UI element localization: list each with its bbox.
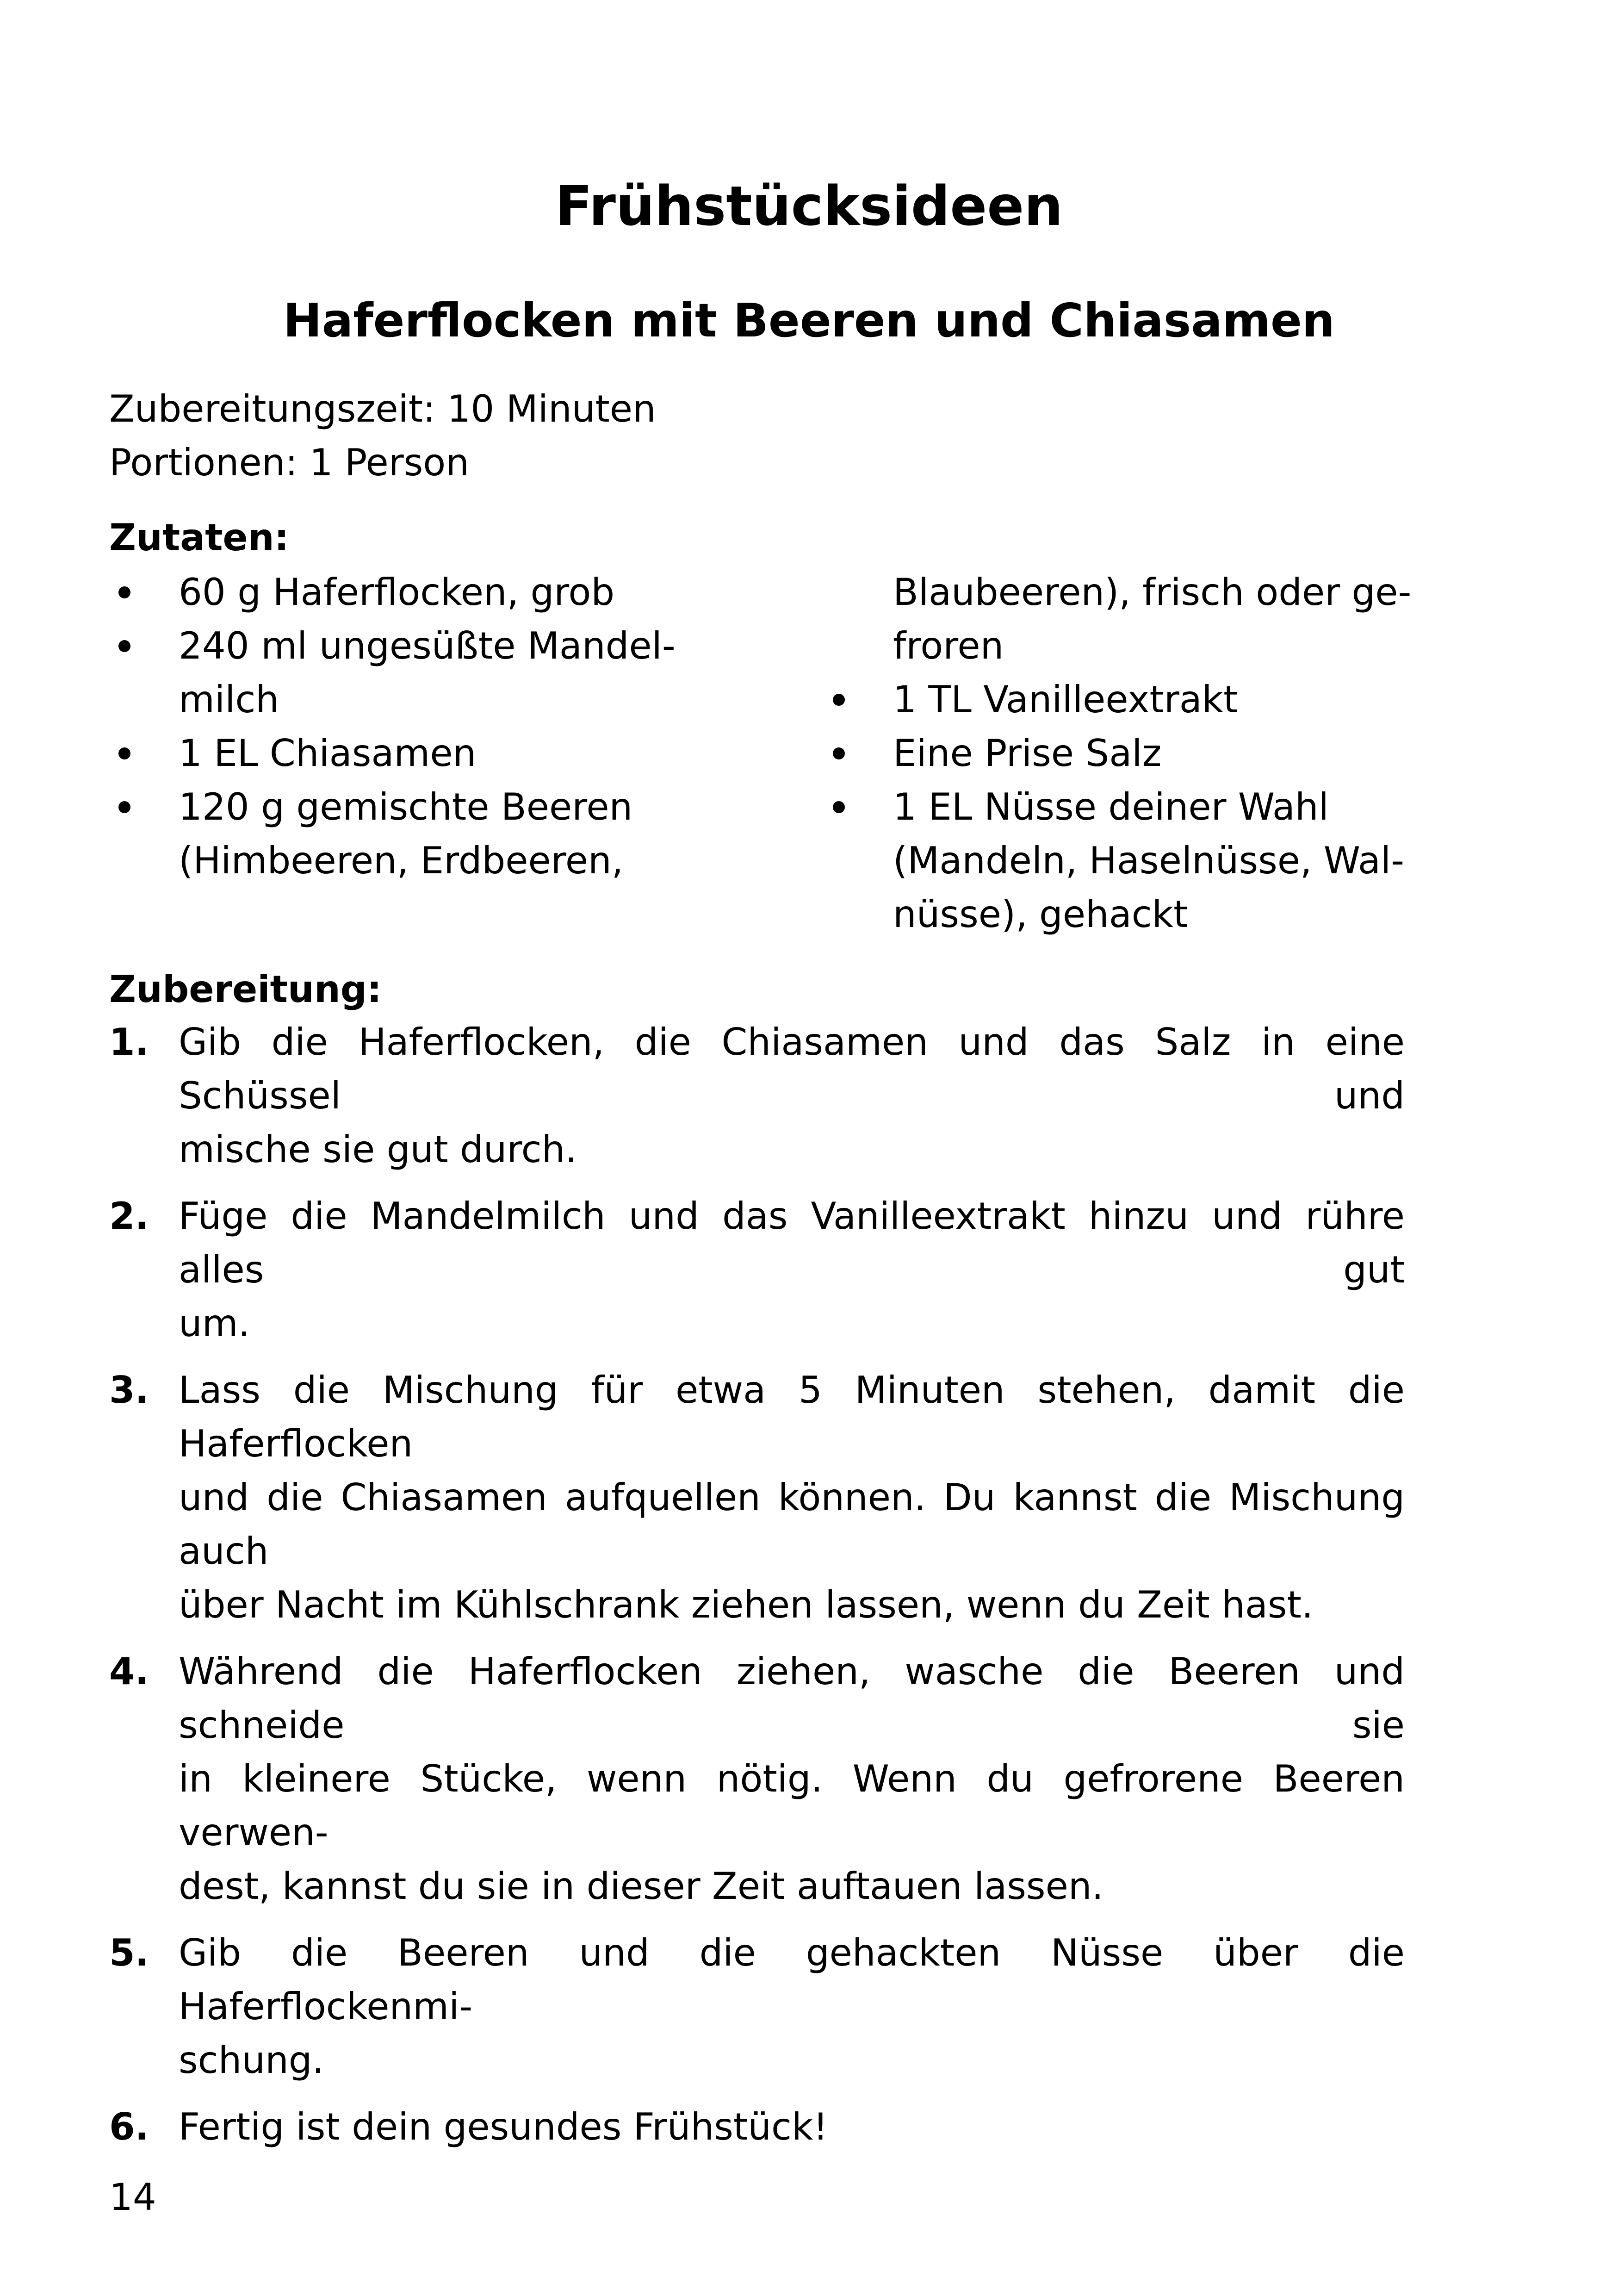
step-line: über Nacht im Kühlschrank ziehen lassen, wenn du Zeit hast. (179, 1583, 1314, 1626)
step-item (109, 2100, 1405, 2154)
ingredient-line: 240 ml ungesüßte Mandel- (179, 624, 676, 667)
ingredient-item (109, 727, 711, 780)
ingredient-line: froren (893, 624, 1004, 667)
ingredient-line: (Mandeln, Haselnüsse, Wal- (893, 839, 1404, 882)
ingredient-line: milch (179, 678, 279, 721)
ingredient-item (109, 566, 711, 619)
step-line: um. (179, 1302, 250, 1345)
ingredient-item (109, 619, 711, 727)
step-line: Füge die Mandelmilch und das Vanilleextrakt hinzu und rühre alles gut (179, 1195, 1405, 1291)
ingredient-line: 1 EL Chiasamen (179, 732, 477, 775)
step-line: und die Chiasamen aufquellen können. Du kannst die Mischung auch (179, 1476, 1405, 1573)
bullet-icon (833, 747, 845, 759)
recipe-title: Haferflocken mit Beeren und Chiasamen (283, 293, 1335, 348)
step-item (109, 1015, 1405, 1176)
ingredient-line: 60 g Haferflocken, grob (179, 571, 615, 614)
page-title: Frühstücksideen (555, 174, 1063, 238)
step-item (109, 1189, 1405, 1350)
step-number: 5. (109, 1931, 149, 1974)
step-number: 3. (109, 1369, 149, 1412)
step-line: in kleinere Stücke, wenn nötig. Wenn du gefrorene Beeren verwen- (179, 1757, 1405, 1854)
ingredient-line: 1 EL Nüsse deiner Wahl (893, 785, 1329, 828)
ingredient-line: nüsse), gehackt (893, 893, 1188, 936)
step-line: Gib die Beeren und die gehackten Nüsse über die Haferflockenmi- (179, 1931, 1405, 2028)
ingredient-item (109, 780, 711, 888)
step-line: mische sie gut durch. (179, 1128, 577, 1171)
page-number: 14 (109, 2176, 156, 2219)
step-line: schung. (179, 2039, 324, 2082)
ingredients-list-right (824, 566, 1425, 941)
ingredient-line: (Himbeeren, Erdbeeren, (179, 839, 624, 882)
step-item (109, 1645, 1405, 1913)
step-number: 6. (109, 2105, 149, 2148)
bullet-icon (118, 747, 130, 759)
step-item (109, 1926, 1405, 2087)
ingredient-item (824, 673, 1425, 727)
steps-heading: Zubereitung: (109, 968, 382, 1011)
step-line: Während die Haferflocken ziehen, wasche die Beeren und schneide sie (179, 1650, 1405, 1747)
ingredient-line: 1 TL Vanilleextrakt (893, 678, 1238, 721)
step-line: dest, kannst du sie in dieser Zeit auftauen lassen. (179, 1865, 1103, 1908)
ingredients-heading: Zutaten: (109, 516, 289, 559)
step-number: 4. (109, 1650, 149, 1693)
servings: Portionen: 1 Person (109, 441, 469, 484)
ingredient-item (824, 727, 1425, 780)
steps-list (109, 1015, 1405, 2167)
step-number: 1. (109, 1020, 149, 1064)
step-line: Gib die Haferflocken, die Chiasamen und das Salz in eine Schüssel und (179, 1020, 1405, 1117)
step-line: Fertig ist dein gesundes Frühstück! (179, 2105, 828, 2148)
bullet-icon (118, 640, 130, 652)
ingredient-line: 120 g gemischte Beeren (179, 785, 633, 828)
step-number: 2. (109, 1195, 149, 1238)
step-line: Lass die Mischung für etwa 5 Minuten stehen, damit die Haferflocken (179, 1369, 1405, 1465)
prep-time: Zubereitungszeit: 10 Minuten (109, 387, 656, 430)
recipe-meta (109, 382, 656, 490)
bullet-icon (833, 694, 845, 706)
ingredient-line: Blaubeeren), frisch oder ge- (893, 571, 1412, 614)
ingredient-continuation (824, 566, 1425, 673)
bullet-icon (118, 801, 130, 813)
step-item (109, 1363, 1405, 1632)
bullet-icon (118, 586, 130, 598)
ingredient-item (824, 780, 1425, 941)
bullet-icon (833, 801, 845, 813)
ingredients-list-left (109, 566, 711, 888)
ingredient-line: Eine Prise Salz (893, 732, 1162, 775)
